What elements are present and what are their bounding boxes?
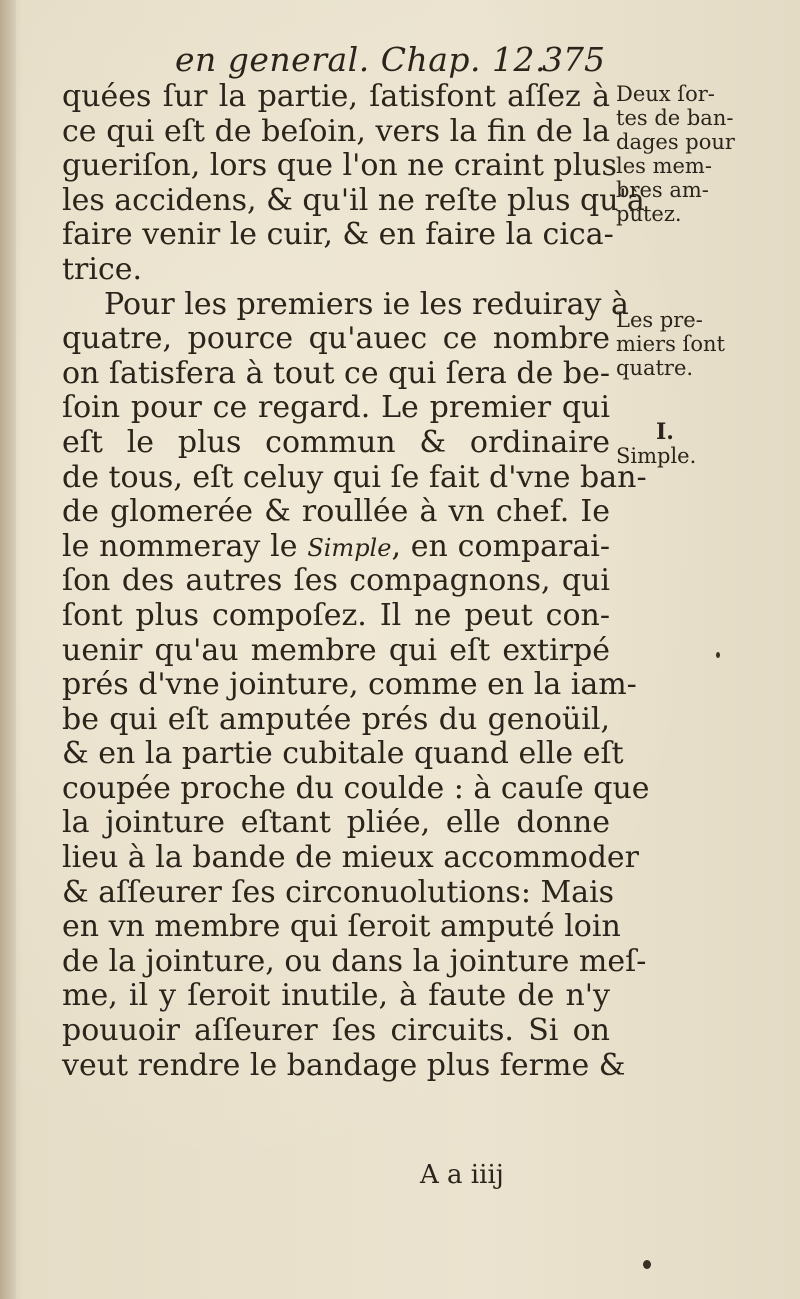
text-line: gueriſon, lors que l'on ne craint plus: [62, 148, 617, 184]
text-line: ſoin pour ce regard. Le premier qui: [62, 390, 610, 426]
margin-line: dages pour: [616, 130, 735, 154]
margin-line: tes de ban-: [616, 106, 734, 130]
text-line: quées ſur la partie, ſatisfont aſſez à: [62, 79, 610, 114]
text-line: eſt le plus commun & ordinaire: [62, 424, 610, 460]
text-line: & aſſeurer ſes circonuolutions: Mais: [62, 874, 615, 910]
margin-line: les mem-: [616, 154, 712, 178]
text-line: [62, 530, 610, 565]
text-line: quatre, pource qu'auec ce nombre: [62, 321, 610, 357]
text-line: de glomerée & roullée à vn chef. Ie: [62, 494, 610, 530]
text-line: de tous, eſt celuy qui ſe fait d'vne ban-: [62, 459, 647, 495]
ink-speck: [643, 1260, 651, 1269]
text-line: trice.: [62, 251, 143, 287]
text-line: en vn membre qui ſeroit amputé loin: [62, 909, 621, 945]
italic-term: Simple: [307, 533, 392, 562]
text-line: ſon des autres ſes compagnons, qui: [62, 563, 610, 599]
text-fragment: , en comparai-: [391, 528, 611, 564]
margin-line: Les pre-: [616, 308, 703, 332]
marginal-note-1: [616, 82, 796, 226]
text-line: & en la partie cubitale quand elle eſt: [62, 736, 624, 772]
text-line: la jointure eſtant pliée, elle donne: [62, 805, 610, 841]
text-line: ſont plus compoſez. Il ne peut con-: [62, 597, 610, 633]
margin-line: quatre.: [616, 356, 694, 380]
margin-line: putez.: [616, 202, 682, 226]
margin-line: miers ſont: [616, 332, 725, 356]
page-number: 375: [542, 40, 605, 79]
text-line: veut rendre le bandage plus ferme &: [62, 1047, 626, 1083]
text-line: uenir qu'au membre qui eſt extirpé: [62, 632, 610, 668]
text-line: les accidens, & qu'il ne reſte plus qu'à: [62, 182, 645, 218]
margin-numeral: I.: [656, 419, 674, 445]
text-line: prés d'vne jointure, comme en la iam-: [62, 667, 637, 703]
marginal-note-3: [616, 420, 796, 468]
text-line: faire venir le cuir, & en faire la cica-: [62, 217, 614, 253]
ink-speck: [716, 652, 720, 658]
text-fragment: le nommeray le: [62, 528, 308, 564]
text-line: ce qui eſt de beſoin, vers la fin de la: [62, 113, 610, 149]
text-line: lieu à la bande de mieux accommoder: [62, 840, 640, 876]
text-line: Pour les premiers ie les reduiray à: [104, 286, 629, 322]
running-title: en general. Chap. 12.: [175, 40, 546, 79]
margin-line: bres am-: [616, 178, 709, 202]
marginal-note-2: [616, 308, 796, 380]
text-line: me, il y ſeroit inutile, à faute de n'y: [62, 978, 610, 1014]
signature-mark: A a iiij: [420, 1160, 504, 1190]
margin-line: Simple.: [616, 444, 697, 468]
text-line: pouuoir aſſeurer ſes circuits. Si on: [62, 1013, 610, 1049]
text-line: de la jointure, ou dans la jointure meſ-: [62, 943, 647, 979]
text-line: on ſatisfera à tout ce qui ſera de be-: [62, 355, 610, 391]
text-line: be qui eſt amputée prés du genoüil,: [62, 701, 610, 737]
text-line: coupée proche du coulde : à cauſe que: [62, 770, 650, 806]
margin-line: Deux ſor-: [616, 82, 715, 106]
page-gutter: [0, 0, 16, 1299]
